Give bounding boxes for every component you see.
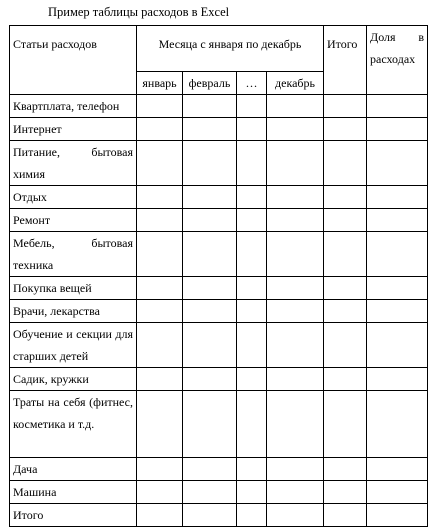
- cell-total: [324, 481, 367, 504]
- header-share-word3: расходах: [370, 52, 416, 66]
- cell-feb: [183, 300, 237, 323]
- header-total: Итого: [324, 26, 367, 95]
- cell-total: [324, 300, 367, 323]
- cell-ellipsis: [237, 209, 267, 232]
- header-months: Месяца с января по декабрь: [137, 26, 324, 72]
- table-row: [10, 504, 428, 527]
- cell-feb: [183, 481, 237, 504]
- cell-jan: [137, 368, 183, 391]
- expense-table: [9, 25, 428, 527]
- table-row: [10, 118, 428, 141]
- cell-jan: [137, 458, 183, 481]
- row-category: Покупка вещей: [10, 277, 137, 300]
- row-category: Машина: [10, 481, 137, 504]
- cell-ellipsis: [237, 300, 267, 323]
- cell-share: [367, 504, 428, 527]
- cell-dec: [267, 209, 324, 232]
- cell-jan: [137, 300, 183, 323]
- row-category: Врачи, лекарства: [10, 300, 137, 323]
- cell-ellipsis: [237, 118, 267, 141]
- cell-jan: [137, 391, 183, 458]
- cell-ellipsis: [237, 141, 267, 186]
- cell-share: [367, 141, 428, 186]
- cell-feb: [183, 95, 237, 118]
- cell-dec: [267, 186, 324, 209]
- cell-total: [324, 504, 367, 527]
- table-row: [10, 209, 428, 232]
- row-category: Обучение и секции для старших детей: [10, 323, 137, 368]
- cell-dec: [267, 118, 324, 141]
- cell-dec: [267, 95, 324, 118]
- cell-share: [367, 186, 428, 209]
- cell-share: [367, 323, 428, 368]
- cell-total: [324, 277, 367, 300]
- cell-share: [367, 95, 428, 118]
- row-category: Интернет: [10, 118, 137, 141]
- cell-feb: [183, 391, 237, 458]
- cell-feb: [183, 458, 237, 481]
- cell-ellipsis: [237, 504, 267, 527]
- row-category: Траты на себя (фитнес, косметика и т.д.: [10, 391, 137, 458]
- cell-dec: [267, 277, 324, 300]
- cell-dec: [267, 504, 324, 527]
- cell-jan: [137, 232, 183, 277]
- cell-share: [367, 481, 428, 504]
- cell-jan: [137, 95, 183, 118]
- month-feb: февраль: [183, 72, 237, 95]
- table-row: [10, 141, 428, 186]
- cell-total: [324, 232, 367, 277]
- cell-share: [367, 232, 428, 277]
- cell-jan: [137, 277, 183, 300]
- row-category: Квартплата, телефон: [10, 95, 137, 118]
- cell-feb: [183, 323, 237, 368]
- cell-jan: [137, 118, 183, 141]
- header-category: Статьи расходов: [10, 26, 137, 95]
- table-row: [10, 481, 428, 504]
- cell-ellipsis: [237, 391, 267, 458]
- cell-dec: [267, 458, 324, 481]
- cell-feb: [183, 232, 237, 277]
- cell-total: [324, 458, 367, 481]
- row-category: Отдых: [10, 186, 137, 209]
- table-row: [10, 186, 428, 209]
- cell-dec: [267, 323, 324, 368]
- cell-feb: [183, 277, 237, 300]
- cell-total: [324, 141, 367, 186]
- cell-ellipsis: [237, 277, 267, 300]
- cell-share: [367, 300, 428, 323]
- table-row: [10, 323, 428, 368]
- cell-feb: [183, 504, 237, 527]
- table-row: [10, 391, 428, 458]
- cell-feb: [183, 141, 237, 186]
- cell-ellipsis: [237, 232, 267, 277]
- cell-dec: [267, 368, 324, 391]
- row-category: Садик, кружки: [10, 368, 137, 391]
- cell-ellipsis: [237, 186, 267, 209]
- cell-ellipsis: [237, 481, 267, 504]
- table-row: [10, 95, 428, 118]
- cell-dec: [267, 391, 324, 458]
- cell-feb: [183, 209, 237, 232]
- cell-feb: [183, 368, 237, 391]
- table-caption: Пример таблицы расходов в Excel: [48, 5, 230, 19]
- month-dec: декабрь: [267, 72, 324, 95]
- cell-ellipsis: [237, 323, 267, 368]
- cell-jan: [137, 209, 183, 232]
- header-share-word1: Доля: [370, 30, 396, 44]
- cell-total: [324, 209, 367, 232]
- cell-feb: [183, 118, 237, 141]
- cell-total: [324, 368, 367, 391]
- cell-jan: [137, 186, 183, 209]
- cell-dec: [267, 300, 324, 323]
- cell-total: [324, 186, 367, 209]
- month-jan: январь: [137, 72, 183, 95]
- cell-total: [324, 391, 367, 458]
- cell-share: [367, 209, 428, 232]
- cell-dec: [267, 481, 324, 504]
- cell-jan: [137, 481, 183, 504]
- cell-share: [367, 118, 428, 141]
- table-row: [10, 300, 428, 323]
- cell-share: [367, 458, 428, 481]
- cell-dec: [267, 141, 324, 186]
- header-share: [367, 26, 428, 95]
- row-category: Питание, бытовая химия: [10, 141, 137, 186]
- cell-dec: [267, 232, 324, 277]
- cell-ellipsis: [237, 95, 267, 118]
- table-row: [10, 277, 428, 300]
- cell-total: [324, 118, 367, 141]
- table-row: [10, 368, 428, 391]
- row-category: Ремонт: [10, 209, 137, 232]
- row-category: Итого: [10, 504, 137, 527]
- cell-jan: [137, 504, 183, 527]
- cell-feb: [183, 186, 237, 209]
- table-row: [10, 458, 428, 481]
- cell-ellipsis: [237, 458, 267, 481]
- month-ellipsis: …: [237, 72, 267, 95]
- row-category: Мебель, бытовая техника: [10, 232, 137, 277]
- header-share-word2: в: [418, 30, 425, 44]
- row-category: Дача: [10, 458, 137, 481]
- cell-total: [324, 323, 367, 368]
- table-row: [10, 232, 428, 277]
- cell-ellipsis: [237, 368, 267, 391]
- cell-jan: [137, 323, 183, 368]
- cell-share: [367, 368, 428, 391]
- cell-share: [367, 391, 428, 458]
- cell-total: [324, 95, 367, 118]
- header-row: [10, 26, 428, 72]
- cell-jan: [137, 141, 183, 186]
- cell-share: [367, 277, 428, 300]
